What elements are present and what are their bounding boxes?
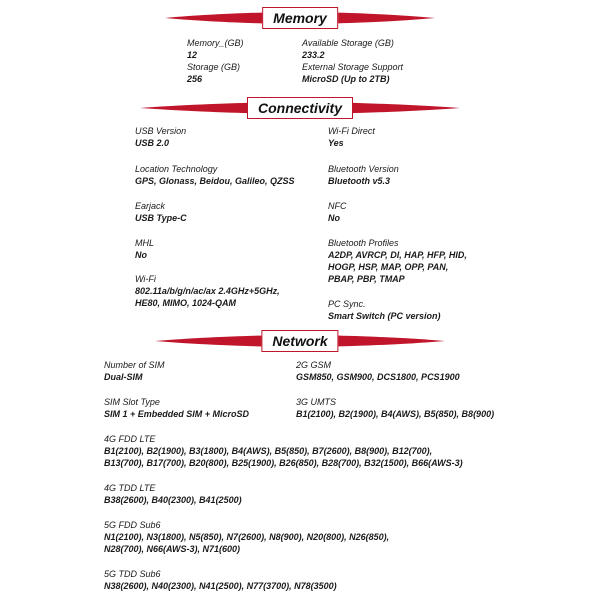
4g-fdd-lte-label: 4G FDD LTE	[104, 434, 156, 444]
3g-umts-label: 3G UMTS	[296, 397, 337, 407]
mhl-label: MHL	[135, 238, 155, 248]
wifi-label: Wi-Fi	[135, 274, 156, 284]
2g-gsm-label: 2G GSM	[296, 360, 332, 370]
connectivity-title: Connectivity	[247, 97, 353, 119]
external-storage-value: MicroSD (Up to 2TB)	[302, 74, 390, 84]
5g-fdd-sub6-value-line-1: N1(2100), N3(1800), N5(850), N7(2600), N8(900), N20(800), N26(850),	[104, 532, 390, 542]
bluetooth-version-label: Bluetooth Version	[328, 164, 399, 174]
location-technology-value: GPS, Glonass, Beidou, Galileo, QZSS	[135, 176, 295, 186]
network-title: Network	[261, 330, 338, 352]
wifi-direct-value: Yes	[328, 138, 344, 148]
available-storage-label: Available Storage (GB)	[302, 38, 394, 48]
memory-title: Memory	[262, 7, 338, 29]
mhl-value: No	[135, 250, 147, 260]
location-technology-label: Location Technology	[135, 164, 218, 174]
usb-version-label: USB Version	[135, 126, 187, 136]
4g-tdd-lte-value: B38(2600), B40(2300), B41(2500)	[104, 495, 242, 505]
sim-slot-type-value: SIM 1 + Embedded SIM + MicroSD	[104, 409, 250, 419]
usb-version-value: USB 2.0	[135, 138, 170, 148]
5g-fdd-sub6-value-line-2: N28(700), N66(AWS-3), N71(600)	[104, 544, 241, 554]
5g-tdd-sub6-label: 5G TDD Sub6	[104, 569, 161, 579]
wifi-value-line-2: HE80, MIMO, 1024-QAM	[135, 298, 237, 308]
4g-fdd-lte-value-line-1: B1(2100), B2(1900), B3(1800), B4(AWS), B5(850), B7(2600), B8(900), B12(700),	[104, 446, 433, 456]
available-storage-value: 233.2	[302, 50, 325, 60]
nfc-label: NFC	[328, 201, 347, 211]
wifi-value-line-1: 802.11a/b/g/n/ac/ax 2.4GHz+5GHz,	[135, 286, 280, 296]
bluetooth-profiles-value-line-1: A2DP, AVRCP, DI, HAP, HFP, HID,	[328, 250, 467, 260]
nfc-value: No	[328, 213, 340, 223]
2g-gsm-value: GSM850, GSM900, DCS1800, PCS1900	[296, 372, 460, 382]
memory-value: 12	[187, 50, 198, 60]
connectivity-section-header	[0, 94, 600, 122]
storage-label: Storage (GB)	[187, 62, 241, 72]
earjack-value: USB Type-C	[135, 213, 187, 223]
memory-label: Memory_(GB)	[187, 38, 244, 48]
bluetooth-version-value: Bluetooth v5.3	[328, 176, 391, 186]
bluetooth-profiles-label: Bluetooth Profiles	[328, 238, 399, 248]
sim-slot-type-label: SIM Slot Type	[104, 397, 160, 407]
number-of-sim-label: Number of SIM	[104, 360, 165, 370]
4g-tdd-lte-label: 4G TDD LTE	[104, 483, 156, 493]
wifi-direct-label: Wi-Fi Direct	[328, 126, 375, 136]
bluetooth-profiles-value-line-3: PBAP, PBP, TMAP	[328, 274, 405, 284]
pc-sync-value: Smart Switch (PC version)	[328, 311, 441, 321]
number-of-sim-value: Dual-SIM	[104, 372, 143, 382]
network-section-header	[0, 327, 600, 355]
external-storage-label: External Storage Support	[302, 62, 404, 72]
bluetooth-profiles-value-line-2: HOGP, HSP, MAP, OPP, PAN,	[328, 262, 449, 272]
5g-tdd-sub6-value: N38(2600), N40(2300), N41(2500), N77(3700), N78(3500)	[104, 581, 337, 591]
pc-sync-label: PC Sync.	[328, 299, 366, 309]
storage-value: 256	[187, 74, 203, 84]
earjack-label: Earjack	[135, 201, 166, 211]
3g-umts-value: B1(2100), B2(1900), B4(AWS), B5(850), B8(900)	[296, 409, 495, 419]
5g-fdd-sub6-label: 5G FDD Sub6	[104, 520, 161, 530]
4g-fdd-lte-value-line-2: B13(700), B17(700), B20(800), B25(1900), B26(850), B28(700), B32(1500), B66(AWS-3)	[104, 458, 463, 468]
memory-section-header	[0, 4, 600, 32]
